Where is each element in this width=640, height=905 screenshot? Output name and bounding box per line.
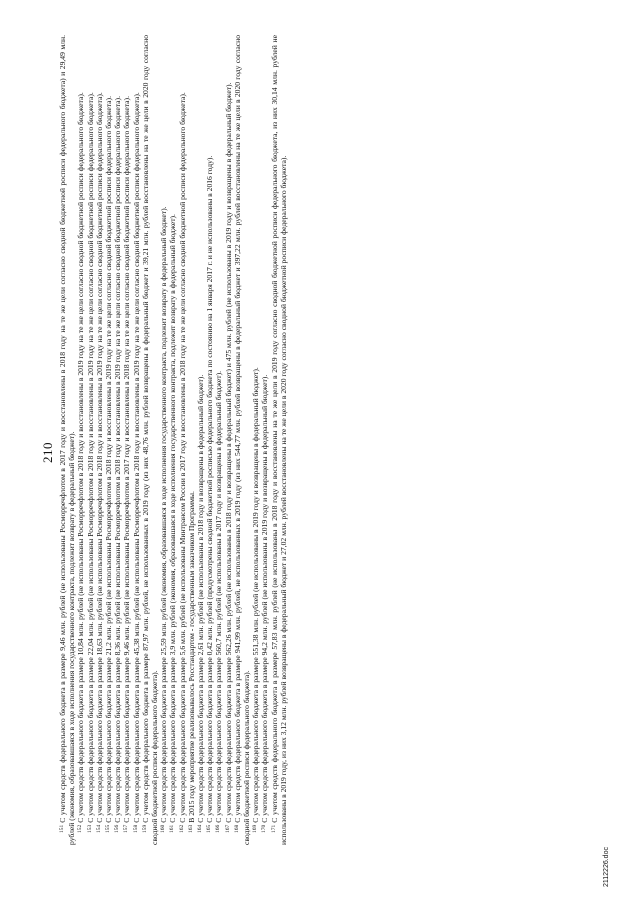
footer-code: 2112226.doc bbox=[603, 847, 610, 887]
footnote bbox=[132, 35, 141, 845]
footnote-number: 162 bbox=[178, 824, 185, 833]
footnote-text: С учетом средств федерального бюджета в размере 3,9 млн. рублей (экономия, образовавшаяся в ходе исполнения государственного контракта, подлежит возврату в федеральный бюджет). bbox=[168, 214, 178, 823]
footnote-text: С учетом средств федерального бюджета в размере 22,04 млн. рублей (не использованы Росморречфлотом в 2018 году и восстановлены в 2019 году на те же цели согласно сводной бюджетной росписи федерального бюджета). bbox=[85, 92, 95, 823]
footnote bbox=[233, 35, 251, 845]
footnote-text: С учетом средств федерального бюджета в размере 8,36 млн. рублей (не использованы Росморречфлотом в 2018 году и восстановлены в 2019 году на те же цели согласно сводной бюджетной росписи федерального бюджета). bbox=[113, 96, 123, 823]
footnote bbox=[196, 35, 205, 845]
footnote-text: С учетом средств федерального бюджета в размере 9,46 млн. рублей (не использованы Росморречфлотом в 2017 году и восстановлены в 2018 году на те же цели согласно сводной бюджетной росписи федерального бюджета) и 29,49 млн. рублей (экономия, образовавшаяся в ходе исполнения государственного контракта, подлежит возврату в федеральный бюджет). bbox=[58, 35, 77, 845]
footnote-number: 171 bbox=[270, 824, 277, 833]
footnote bbox=[122, 35, 131, 845]
footnote-text: С учетом средств федерального бюджета в размере 2,61 млн. рублей (не использованы в 2018 году и возвращены в федеральный бюджет). bbox=[196, 374, 206, 823]
footnote-number: 164 bbox=[197, 824, 204, 833]
footnote bbox=[205, 35, 214, 845]
footnote-number: 161 bbox=[169, 824, 176, 833]
footnote-text: С учетом средств федерального бюджета в размере 560,7 млн. рублей (не использованы в 2017 году и возвращены в федеральный бюджет). bbox=[214, 370, 224, 823]
footnote-number: 160 bbox=[160, 824, 167, 833]
footnote-number: 163 bbox=[187, 824, 194, 833]
footnote bbox=[95, 35, 104, 845]
footnote-number: 153 bbox=[86, 824, 93, 833]
footnote-text: С учетом средств федерального бюджета в размере 94,2 млн. рублей (не использованы в 2019 году и возвращены в федеральный бюджет). bbox=[260, 374, 270, 823]
footnote-number: 154 bbox=[95, 824, 102, 833]
footnote bbox=[260, 35, 269, 845]
footnote-number: 169 bbox=[252, 824, 259, 833]
footnote bbox=[187, 35, 196, 845]
footnote-number: 151 bbox=[59, 824, 65, 833]
footnote-number: 159 bbox=[141, 824, 148, 833]
footnote-number: 158 bbox=[132, 824, 139, 833]
footnote bbox=[159, 35, 168, 845]
footnote bbox=[58, 35, 76, 845]
footnote-text: С учетом средств федерального бюджета в размере 57,83 млн. рублей (не использованы в 2018 году и восстановлены на те же цели в 2019 году согласно сводной бюджетной росписи федерального бюджета, из них 30,14 млн. рублей не использованы в 2019 году, из них 3,12 млн. рублей возвращены в федеральный бюджет и 27,02 млн. рублей восстановлены на те же цели в 2020 году согласно сводной бюджетной росписи федерального бюджета). bbox=[269, 35, 288, 845]
footnote bbox=[270, 35, 288, 845]
footnote-number: 157 bbox=[123, 824, 130, 833]
footnote-text: С учетом средств федерального бюджета в размере 941,99 млн. рублей, не использованных в 2019 году (из них 544,77 млн. рублей возвращены в федеральный бюджет и 397,22 млн. рублей восстановлены на те же цели в 2020 году согласно сводной бюджетной росписи федерального бюджета). bbox=[232, 35, 252, 845]
footnote bbox=[86, 35, 95, 845]
footnote bbox=[141, 35, 159, 845]
footnote bbox=[104, 35, 113, 845]
footnote bbox=[168, 35, 177, 845]
footnote-text: С учетом средств федерального бюджета в размере 9,46 млн. рублей (не использованы Росморречфлотом в 2017 году и восстановлены в 2018 году на те же цели согласно сводной бюджетной росписи федерального бюджета). bbox=[122, 96, 132, 823]
footnote-text: С учетом средств федерального бюджета в размере 18,63 млн. рублей (не использованы Росморречфлотом в 2018 году и восстановлены в 2019 году на те же цели согласно сводной бюджетной росписи федерального бюджета). bbox=[94, 92, 104, 823]
footnote-text: С учетом средств федерального бюджета в размере 10,84 млн. рублей (не использованы Росморречфлотом в 2018 году и восстановлены в 2019 году на те же цели согласно сводной бюджетной росписи федерального бюджета). bbox=[76, 92, 86, 823]
footnote-number: 152 bbox=[77, 824, 84, 833]
footnote bbox=[224, 35, 233, 845]
footnote-text: С учетом средств федерального бюджета в размере 562,26 млн. рублей (не использованы в 2018 году и возвращены в федеральный бюджет) и 475 млн. рублей (не использованы в 2019 году и возвращены в федеральный бюджет). bbox=[223, 82, 233, 823]
footnote-number: 168 bbox=[233, 824, 240, 833]
footnote-number: 165 bbox=[206, 824, 213, 833]
footnote bbox=[214, 35, 223, 845]
footnote bbox=[251, 35, 260, 845]
footnote-text: С учетом средств федерального бюджета в размере 45,38 млн. рублей (не использованы Росморречфлотом в 2018 году и восстановлены в 2019 году на те же цели согласно сводной бюджетной росписи федерального бюджета). bbox=[131, 92, 141, 823]
footnote-text: С учетом средств федерального бюджета в размере 87,97 млн. рублей, не использованных в 2019 году (из них 48,76 млн. рублей возвращены в федеральный бюджет и 39,21 млн. рублей восстановлены на те же цели в 2020 году согласно сводной бюджетной росписи федерального бюджета). bbox=[140, 35, 160, 845]
page-number: 210 bbox=[40, 442, 55, 463]
footnote-number: 155 bbox=[105, 824, 112, 833]
footnote-text: С учетом средств федерального бюджета в размере 0,42 млн. рублей (предусмотрены сводной бюджетной росписью федерального бюджета по состоянию на 1 января 2017 г. и не использованы в 2016 году). bbox=[205, 155, 215, 823]
footnotes-list bbox=[58, 35, 288, 845]
footnote-text: С учетом средств федерального бюджета в размере 5,6 млн. рублей (не использованы Минтрансом России в 2017 году и восстановлены в 2018 году на те же цели согласно сводной бюджетной росписи федерального бюджета). bbox=[177, 92, 187, 823]
footnote-number: 170 bbox=[261, 824, 268, 833]
footnote bbox=[76, 35, 85, 845]
footnote bbox=[178, 35, 187, 845]
footnote-text: В 2015 году мероприятие реализовывалось Росстандартом - государственным заказчиком Программы. bbox=[186, 491, 196, 823]
footnote-number: 156 bbox=[114, 824, 121, 833]
footnote bbox=[113, 35, 122, 845]
footnote-number: 166 bbox=[215, 824, 222, 833]
footnote-text: С учетом средств федерального бюджета в размере 551,38 млн. рублей (не использованы в 2019 году и возвращены в федеральный бюджет). bbox=[251, 367, 261, 823]
footnote-text: С учетом средств федерального бюджета в размере 25,59 млн. рублей (экономия, образовавшаяся в ходе исполнения государственного контракта, подлежит возврату в федеральный бюджет). bbox=[159, 206, 169, 823]
footnote-text: С учетом средств федерального бюджета в размере 21,2 млн. рублей (не использованы Росморречфлотом в 2018 году и восстановлены в 2019 году на те же цели согласно сводной бюджетной росписи федерального бюджета). bbox=[104, 96, 114, 823]
footnote-number: 167 bbox=[224, 824, 231, 833]
